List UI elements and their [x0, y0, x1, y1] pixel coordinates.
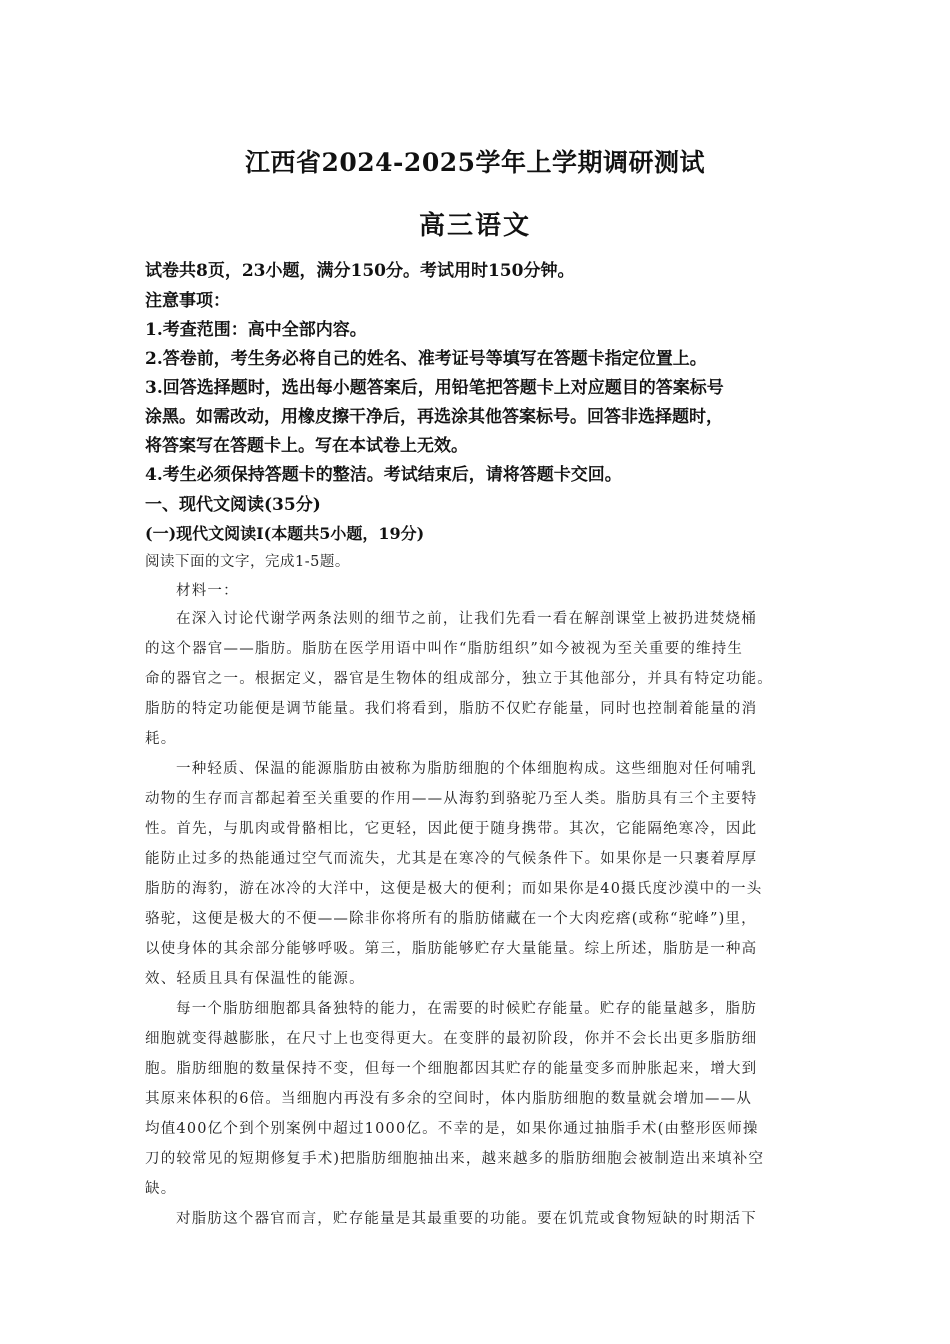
subsection-heading: (一)现代文阅读Ⅰ(本题共5小题，19分)	[145, 524, 425, 543]
paragraph-line: 骆驼，这便是极大的不便——除非你将所有的脂肪储藏在一个大肉疙瘩(或称“驼峰”)里，	[145, 911, 757, 927]
notice-item: 4.考生必须保持答题卡的整洁。考试结束后，请将答题卡交回。	[145, 465, 622, 485]
notice-item: 1.考查范围：高中全部内容。	[145, 320, 367, 340]
paragraph-line: 脂肪的特定功能便是调节能量。我们将看到，脂肪不仅贮存能量，同时也控制着能量的消	[145, 701, 758, 717]
notice-heading: 注意事项：	[145, 291, 230, 311]
paragraph-line: 能防止过多的热能通过空气而流失，尤其是在寒冷的气候条件下。如果你是一只裹着厚厚	[145, 851, 758, 867]
exam-title: 江西省2024-2025学年上学期调研测试	[244, 148, 706, 177]
paragraph-line: 的这个器官——脂肪。脂肪在医学用语中叫作“脂肪组织”如今被视为至关重要的维持生	[145, 641, 744, 657]
notice-item: 将答案写在答题卡上。写在本试卷上无效。	[145, 436, 468, 456]
notice-item: 涂黑。如需改动，用橡皮擦干净后，再选涂其他答案标号。回答非选择题时，	[145, 407, 723, 427]
paragraph-line: 一种轻质、保温的能源脂肪由被称为脂肪细胞的个体细胞构成。这些细胞对任何哺乳	[176, 761, 757, 777]
paragraph-line: 耗。	[145, 731, 177, 747]
section-heading: 一、现代文阅读(35分)	[145, 495, 321, 515]
notice-item: 3.回答选择题时，选出每小题答案后，用铅笔把答题卡上对应题目的答案标号	[145, 378, 724, 398]
paragraph-line: 缺。	[145, 1181, 177, 1197]
paragraph-line: 效、轻质且具有保温性的能源。	[145, 971, 365, 987]
notice-item: 2.答卷前，考生务必将自己的姓名、准考证号等填写在答题卡指定位置上。	[145, 349, 707, 369]
paragraph-line: 对脂肪这个器官而言，贮存能量是其最重要的功能。要在饥荒或食物短缺的时期活下	[176, 1211, 757, 1227]
paragraph-line: 脂肪的海豹，游在冰冷的大洋中，这便是极大的便利；而如果你是40摄氏度沙漠中的一头	[145, 881, 763, 897]
paragraph-line: 每一个脂肪细胞都具备独特的能力，在需要的时候贮存能量。贮存的能量越多，脂肪	[176, 1001, 757, 1017]
paragraph-line: 命的器官之一。根据定义，器官是生物体的组成部分，独立于其他部分，并具有特定功能。	[145, 671, 773, 687]
paragraph-line: 以使身体的其余部分能够呼吸。第三，脂肪能够贮存大量能量。综上所述，脂肪是一种高	[145, 941, 758, 957]
paragraph-line: 动物的生存而言都起着至关重要的作用——从海豹到骆驼乃至人类。脂肪具有三个主要特	[145, 791, 758, 807]
reading-instruction: 阅读下面的文字，完成1-5题。	[145, 554, 350, 570]
material-label: 材料一：	[176, 583, 239, 599]
paragraph-line: 在深入讨论代谢学两条法则的细节之前，让我们先看一看在解剖课堂上被扔进焚烧桶	[176, 611, 757, 627]
paragraph-line: 胞。脂肪细胞的数量保持不变，但每一个细胞都因其贮存的能量变多而肿胀起来，增大到	[145, 1061, 758, 1077]
paragraph-line: 其原来体积的6倍。当细胞内再没有多余的空间时，体内脂肪细胞的数量就会增加——从	[145, 1091, 753, 1107]
paragraph-line: 性。首先，与肌肉或骨骼相比，它更轻，因此便于随身携带。其次，它能隔绝寒冷，因此	[145, 821, 758, 837]
exam-subject: 高三语文	[418, 211, 531, 241]
paragraph-line: 均值400亿个到个别案例中超过1000亿。不幸的是，如果你通过抽脂手术(由整形医师操	[145, 1121, 759, 1137]
paragraph-line: 刀的较常见的短期修复手术)把脂肪细胞抽出来，越来越多的脂肪细胞会被制造出来填补空	[145, 1151, 765, 1167]
paragraph-line: 细胞就变得越膨胀，在尺寸上也变得更大。在变胖的最初阶段，你并不会长出更多脂肪细	[145, 1031, 758, 1047]
exam-intro: 试卷共8页，23小题，满分150分。考试用时150分钟。	[145, 261, 575, 281]
